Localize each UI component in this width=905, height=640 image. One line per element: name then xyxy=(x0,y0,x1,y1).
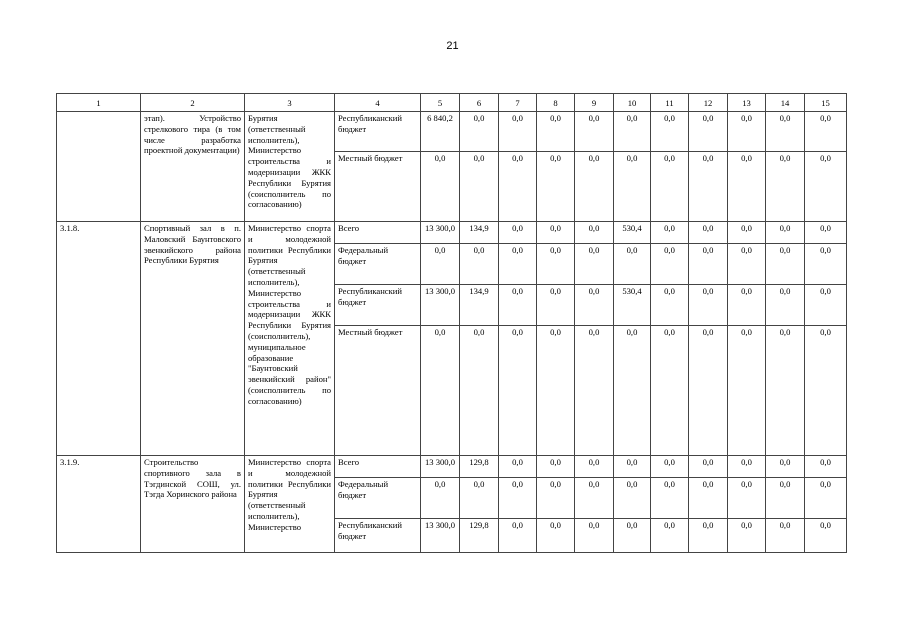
value-cell: 0,0 xyxy=(766,112,805,152)
value-cell: 0,0 xyxy=(537,326,575,456)
value-cell: 0,0 xyxy=(537,478,575,519)
value-cell: 0,0 xyxy=(728,478,766,519)
value-cell: 129,8 xyxy=(460,519,499,553)
value-cell: 0,0 xyxy=(651,478,689,519)
value-cell: 0,0 xyxy=(766,519,805,553)
value-cell: 0,0 xyxy=(805,478,847,519)
budget-table xyxy=(56,93,847,553)
value-cell: 0,0 xyxy=(728,285,766,326)
value-cell: 0,0 xyxy=(460,244,499,285)
header-cell: 12 xyxy=(689,94,728,112)
value-cell: 0,0 xyxy=(766,326,805,456)
value-cell: 0,0 xyxy=(805,519,847,553)
value-cell: 0,0 xyxy=(421,152,460,222)
value-cell: 0,0 xyxy=(499,222,537,244)
value-cell: 0,0 xyxy=(689,152,728,222)
value-cell: 0,0 xyxy=(499,285,537,326)
header-cell: 9 xyxy=(575,94,614,112)
value-cell: 0,0 xyxy=(421,478,460,519)
value-cell: 0,0 xyxy=(728,244,766,285)
value-cell: 129,8 xyxy=(460,456,499,478)
value-cell: 0,0 xyxy=(614,112,651,152)
funding-source: Республиканский бюджет xyxy=(335,519,421,553)
item-executor: Министерство спорта и молодежной политики Республики Бурятия (ответственный исполнитель), Министерство xyxy=(245,456,335,553)
funding-source: Всего xyxy=(335,456,421,478)
value-cell: 0,0 xyxy=(499,456,537,478)
value-cell: 0,0 xyxy=(575,285,614,326)
funding-source: Всего xyxy=(335,222,421,244)
value-cell: 0,0 xyxy=(575,152,614,222)
header-cell: 14 xyxy=(766,94,805,112)
value-cell: 0,0 xyxy=(421,244,460,285)
value-cell: 0,0 xyxy=(805,222,847,244)
header-cell: 5 xyxy=(421,94,460,112)
item-name: этап). Устройство стрелкового тира (в том числе разработка проектной документации) xyxy=(141,112,245,222)
value-cell: 0,0 xyxy=(651,326,689,456)
item-code: 3.1.9. xyxy=(57,456,141,553)
value-cell: 0,0 xyxy=(614,456,651,478)
header-cell: 1 xyxy=(57,94,141,112)
funding-source: Республиканский бюджет xyxy=(335,112,421,152)
value-cell: 0,0 xyxy=(460,112,499,152)
value-cell: 0,0 xyxy=(728,222,766,244)
value-cell: 0,0 xyxy=(537,112,575,152)
value-cell: 0,0 xyxy=(499,152,537,222)
value-cell: 0,0 xyxy=(651,152,689,222)
value-cell: 0,0 xyxy=(766,456,805,478)
value-cell: 0,0 xyxy=(575,519,614,553)
value-cell: 0,0 xyxy=(575,222,614,244)
value-cell: 0,0 xyxy=(689,519,728,553)
header-cell: 4 xyxy=(335,94,421,112)
value-cell: 530,4 xyxy=(614,222,651,244)
value-cell: 0,0 xyxy=(805,244,847,285)
header-cell: 6 xyxy=(460,94,499,112)
value-cell: 0,0 xyxy=(421,326,460,456)
value-cell: 0,0 xyxy=(499,244,537,285)
value-cell: 0,0 xyxy=(460,326,499,456)
value-cell: 0,0 xyxy=(575,112,614,152)
value-cell: 0,0 xyxy=(728,152,766,222)
header-cell: 15 xyxy=(805,94,847,112)
value-cell: 0,0 xyxy=(805,326,847,456)
value-cell: 0,0 xyxy=(728,456,766,478)
value-cell: 0,0 xyxy=(499,326,537,456)
value-cell: 530,4 xyxy=(614,285,651,326)
value-cell: 0,0 xyxy=(499,519,537,553)
value-cell: 0,0 xyxy=(537,222,575,244)
value-cell: 13 300,0 xyxy=(421,285,460,326)
value-cell: 0,0 xyxy=(689,112,728,152)
value-cell: 0,0 xyxy=(689,478,728,519)
value-cell: 0,0 xyxy=(575,456,614,478)
value-cell: 0,0 xyxy=(575,326,614,456)
value-cell: 0,0 xyxy=(537,244,575,285)
value-cell: 0,0 xyxy=(537,456,575,478)
table-body xyxy=(57,94,847,553)
value-cell: 0,0 xyxy=(766,478,805,519)
value-cell: 0,0 xyxy=(651,285,689,326)
value-cell: 0,0 xyxy=(614,519,651,553)
value-cell: 0,0 xyxy=(805,112,847,152)
funding-source: Республиканский бюджет xyxy=(335,285,421,326)
value-cell: 0,0 xyxy=(614,326,651,456)
funding-source: Федеральный бюджет xyxy=(335,478,421,519)
value-cell: 0,0 xyxy=(460,152,499,222)
value-cell: 0,0 xyxy=(651,456,689,478)
value-cell: 0,0 xyxy=(766,244,805,285)
value-cell: 0,0 xyxy=(689,326,728,456)
value-cell: 0,0 xyxy=(689,244,728,285)
item-name: Строительство спортивного зала в Тэгдинской СОШ, ул. Тэгда Хоринского района xyxy=(141,456,245,553)
value-cell: 0,0 xyxy=(651,244,689,285)
value-cell: 0,0 xyxy=(766,152,805,222)
table-row xyxy=(57,456,847,478)
value-cell: 0,0 xyxy=(766,222,805,244)
value-cell: 134,9 xyxy=(460,285,499,326)
value-cell: 0,0 xyxy=(499,478,537,519)
value-cell: 0,0 xyxy=(460,478,499,519)
value-cell: 0,0 xyxy=(651,112,689,152)
value-cell: 0,0 xyxy=(689,285,728,326)
header-cell: 8 xyxy=(537,94,575,112)
value-cell: 0,0 xyxy=(614,152,651,222)
value-cell: 0,0 xyxy=(651,222,689,244)
item-name: Спортивный зал в п. Маловский Баунтовского эвенкийского района Республики Бурятия xyxy=(141,222,245,456)
item-code xyxy=(57,112,141,222)
value-cell: 0,0 xyxy=(651,519,689,553)
value-cell: 0,0 xyxy=(614,478,651,519)
header-cell: 11 xyxy=(651,94,689,112)
item-executor: Министерство спорта и молодежной политики Республики Бурятия (ответственный исполнитель), Министерство строительства и модернизации ЖКК Республики Бурятия (соисполнитель), муниципальное образование "Баунтовский эвенкийский район" (соисполнитель по согласованию) xyxy=(245,222,335,456)
value-cell: 134,9 xyxy=(460,222,499,244)
value-cell: 0,0 xyxy=(537,152,575,222)
value-cell: 0,0 xyxy=(689,456,728,478)
funding-source: Местный бюджет xyxy=(335,326,421,456)
value-cell: 0,0 xyxy=(537,519,575,553)
header-cell: 3 xyxy=(245,94,335,112)
value-cell: 0,0 xyxy=(728,519,766,553)
item-executor: Бурятия (ответственный исполнитель), Министерство строительства и модернизации ЖКК Республики Бурятия (соисполнитель по согласованию) xyxy=(245,112,335,222)
header-cell: 10 xyxy=(614,94,651,112)
value-cell: 0,0 xyxy=(728,326,766,456)
value-cell: 0,0 xyxy=(575,478,614,519)
header-cell: 2 xyxy=(141,94,245,112)
value-cell: 0,0 xyxy=(805,456,847,478)
value-cell: 0,0 xyxy=(575,244,614,285)
value-cell: 6 840,2 xyxy=(421,112,460,152)
value-cell: 0,0 xyxy=(499,112,537,152)
table-row xyxy=(57,222,847,244)
value-cell: 0,0 xyxy=(689,222,728,244)
value-cell: 0,0 xyxy=(537,285,575,326)
table-row xyxy=(57,112,847,152)
value-cell: 13 300,0 xyxy=(421,456,460,478)
value-cell: 13 300,0 xyxy=(421,519,460,553)
funding-source: Федеральный бюджет xyxy=(335,244,421,285)
item-code: 3.1.8. xyxy=(57,222,141,456)
header-cell: 13 xyxy=(728,94,766,112)
page-number: 21 xyxy=(446,40,459,52)
value-cell: 0,0 xyxy=(614,244,651,285)
value-cell: 0,0 xyxy=(805,152,847,222)
value-cell: 0,0 xyxy=(766,285,805,326)
value-cell: 13 300,0 xyxy=(421,222,460,244)
header-cell: 7 xyxy=(499,94,537,112)
funding-source: Местный бюджет xyxy=(335,152,421,222)
value-cell: 0,0 xyxy=(728,112,766,152)
header-row xyxy=(57,94,847,112)
value-cell: 0,0 xyxy=(805,285,847,326)
